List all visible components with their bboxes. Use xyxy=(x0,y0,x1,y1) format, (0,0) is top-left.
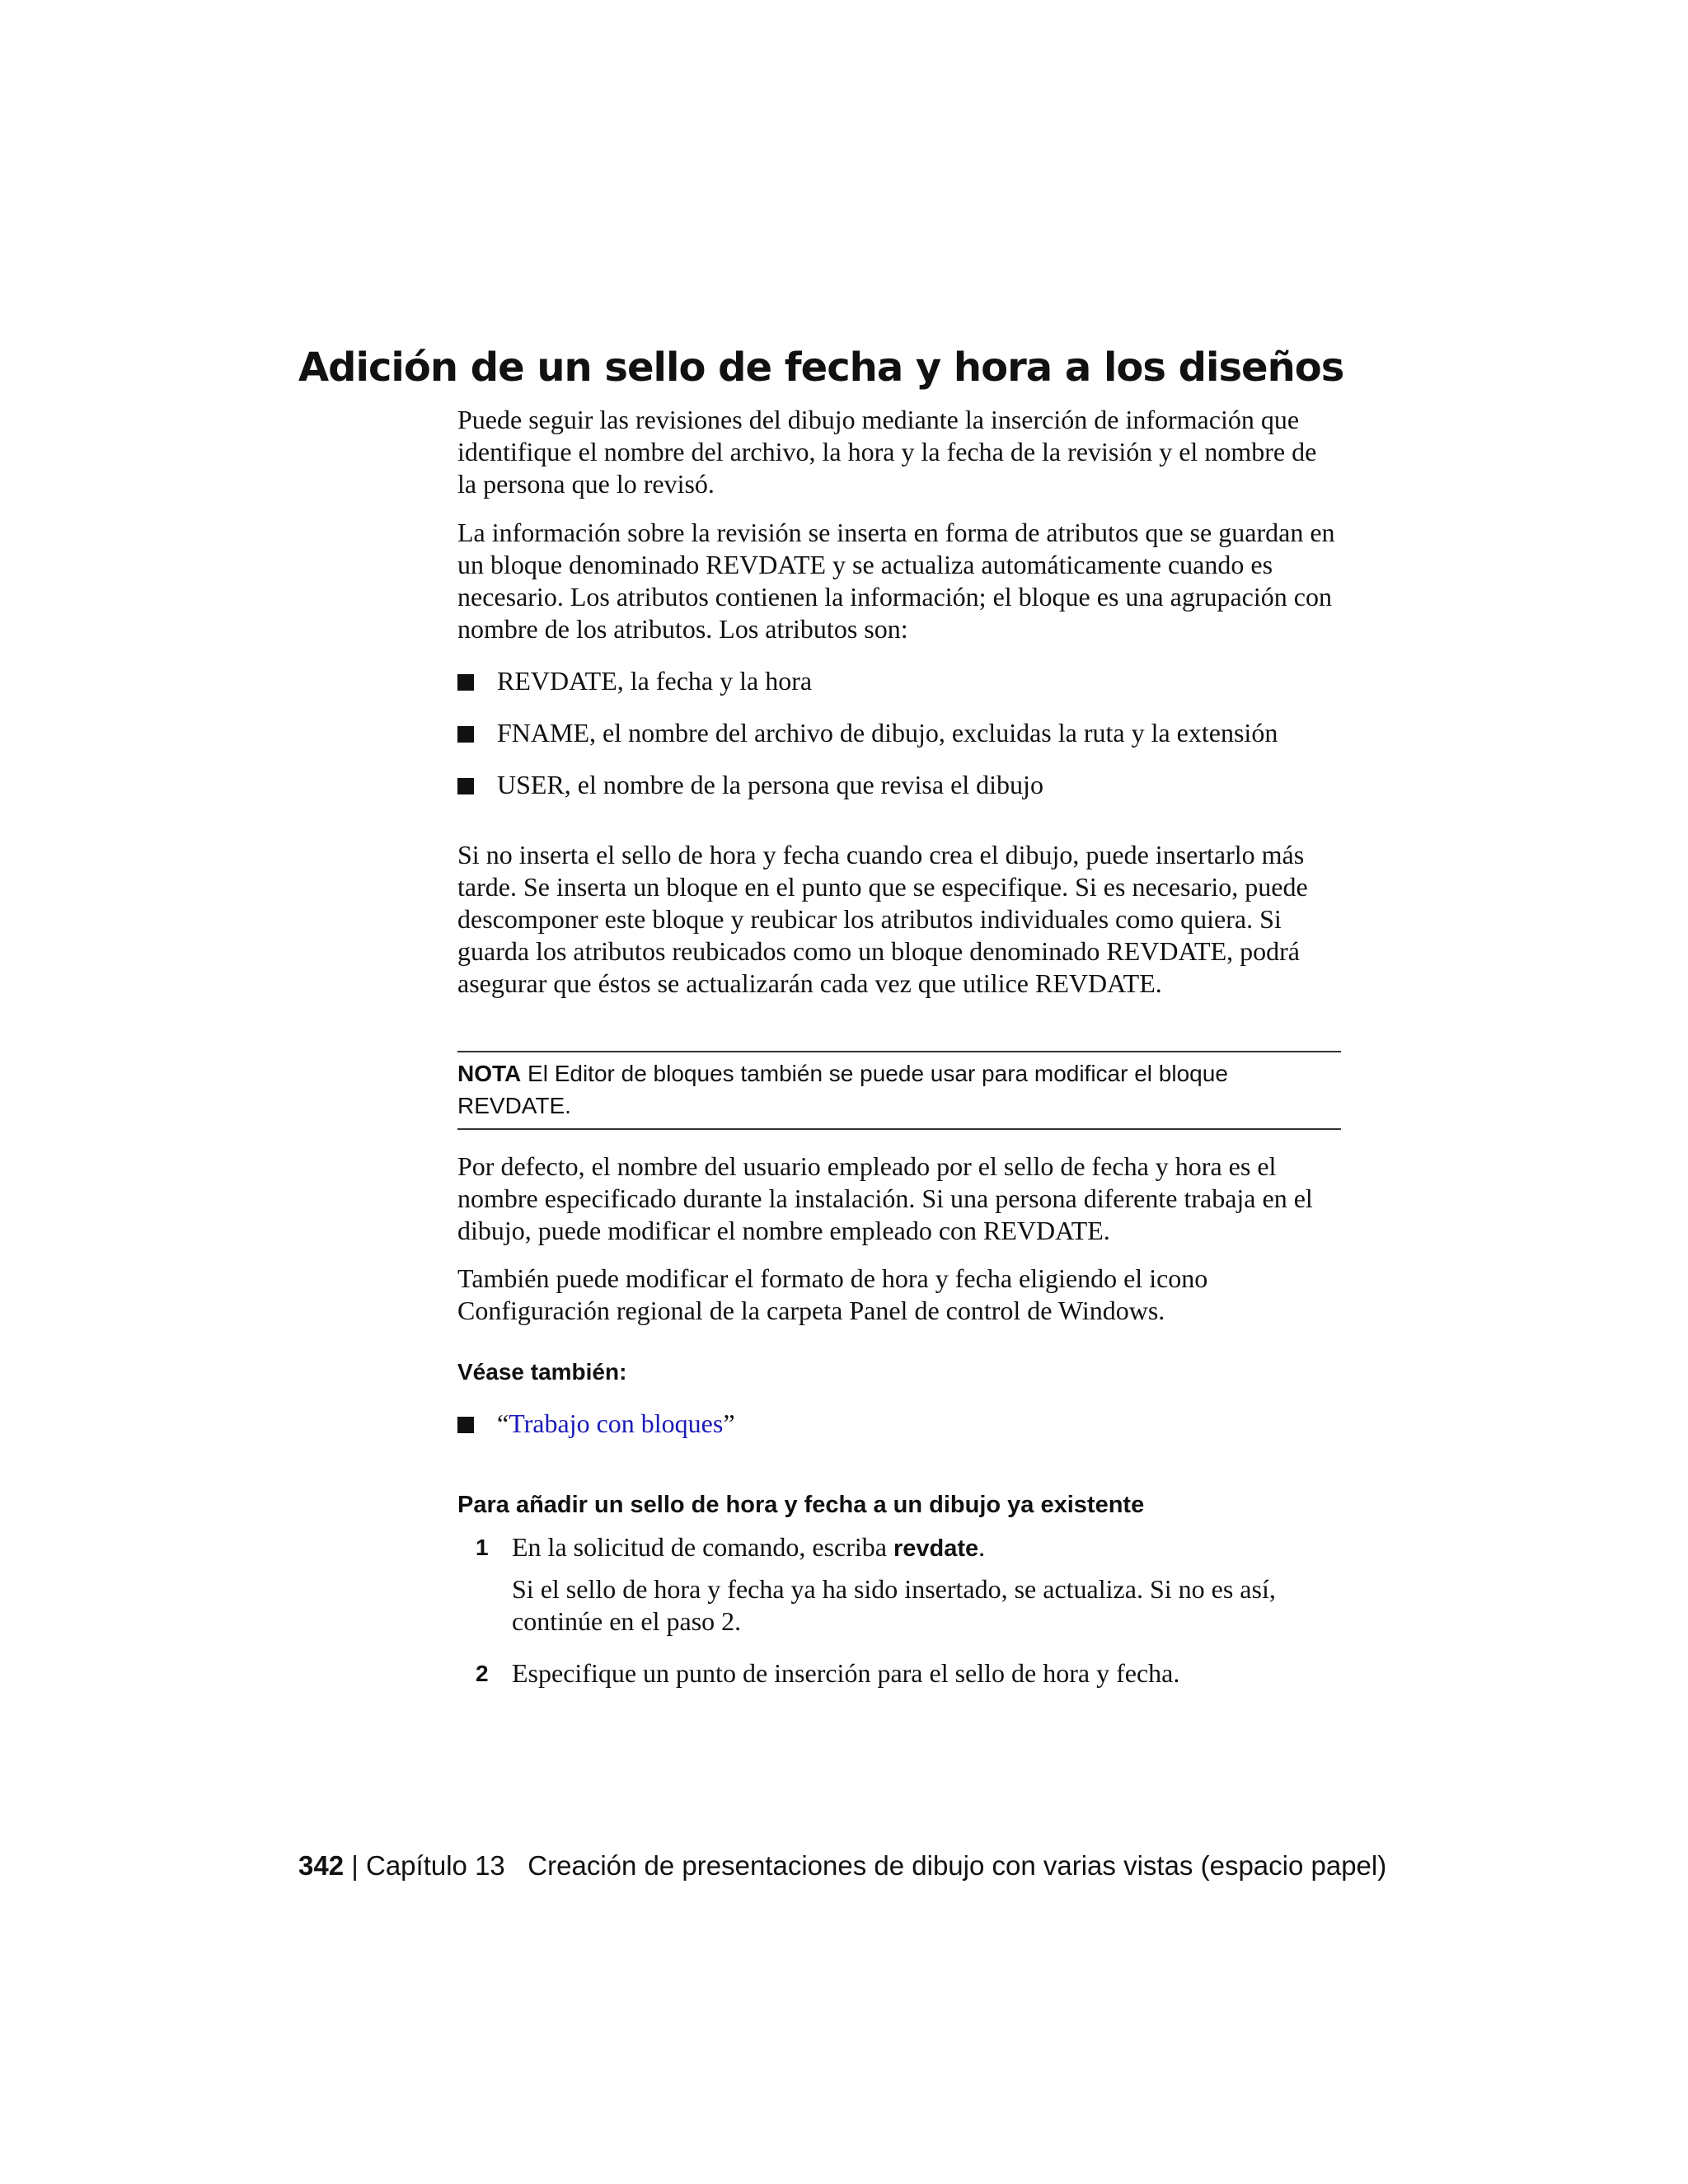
page-footer xyxy=(298,1850,1386,1882)
step-item xyxy=(457,1657,1341,1690)
step-end: . xyxy=(978,1532,986,1562)
format-paragraph: También puede modificar el formato de hora y fecha eligiendo el icono Configuración regional de la carpeta Panel de control de Windows. xyxy=(457,1263,1208,1325)
step-number: 1 xyxy=(476,1535,489,1560)
note-text: El Editor de bloques también se puede usar para modificar el bloque REVDATE. xyxy=(457,1061,1228,1118)
list-item-text: USER, el nombre de la persona que revisa el dibujo xyxy=(497,770,1043,799)
square-bullet-icon xyxy=(457,778,474,794)
list-item xyxy=(457,665,1341,697)
square-bullet-icon xyxy=(457,1417,474,1433)
trabajo-con-bloques-link[interactable]: Trabajo con bloques xyxy=(509,1408,724,1438)
list-item xyxy=(457,1408,1341,1440)
step-item xyxy=(457,1531,1341,1638)
chapter-label: Capítulo 13 xyxy=(365,1850,505,1881)
attribute-list xyxy=(457,665,1341,801)
square-bullet-icon xyxy=(457,674,474,691)
list-item xyxy=(457,769,1341,801)
page-title: Adición de un sello de fecha y hora a los diseños xyxy=(298,344,1344,391)
square-bullet-icon xyxy=(457,726,474,743)
see-also-label: Véase también: xyxy=(457,1359,627,1385)
step-text: En la solicitud de comando, escriba xyxy=(512,1532,893,1562)
footer-separator: | xyxy=(344,1850,366,1881)
revision-info-paragraph: La información sobre la revisión se inserta en forma de atributos que se guardan en un bloque denominado REVDATE y se actualiza automáticamente cuando es necesario. Los atributos contienen la información; el bloque es una agrupación con nombre de los atributos. Los atributos son: xyxy=(457,518,1335,644)
procedure-steps xyxy=(457,1531,1341,1690)
chapter-title: Creación de presentaciones de dibujo con varias vistas (espacio papel) xyxy=(528,1850,1387,1881)
insert-later-paragraph: Si no inserta el sello de hora y fecha cuando crea el dibujo, puede insertarlo más tarde. Se inserta un bloque en el punto que se especifique. Si es necesario, puede descomponer este bloque y reubicar los atributos individuales como quiera. Si guarda los atributos reubicados como un bloque denominado REVDATE, podrá asegurar que éstos se actualizarán cada vez que utilice REVDATE. xyxy=(457,840,1308,998)
step-subtext: Si el sello de hora y fecha ya ha sido insertado, se actualiza. Si no es así, continúe en el paso 2. xyxy=(512,1574,1276,1636)
intro-paragraph: Puede seguir las revisiones del dibujo mediante la inserción de información que identifique el nombre del archivo, la hora y la fecha de la revisión y el nombre de la persona que lo revisó. xyxy=(457,405,1317,499)
list-item xyxy=(457,717,1341,749)
see-also-list xyxy=(457,1408,1341,1440)
step-text: Especifique un punto de inserción para el sello de hora y fecha. xyxy=(512,1658,1180,1688)
page-number: 342 xyxy=(298,1850,345,1881)
list-item-text: REVDATE, la fecha y la hora xyxy=(497,666,813,696)
command-text: revdate xyxy=(893,1535,979,1562)
list-item-text: FNAME, el nombre del archivo de dibujo, excluidas la ruta y la extensión xyxy=(497,718,1278,748)
procedure-title: Para añadir un sello de hora y fecha a un dibujo ya existente xyxy=(457,1492,1145,1518)
open-quote: “ xyxy=(497,1408,509,1438)
default-user-paragraph: Por defecto, el nombre del usuario empleado por el sello de fecha y hora es el nombre especificado durante la instalación. Si una persona diferente trabaja en el dibujo, puede modificar el nombre empleado con REVDATE. xyxy=(457,1151,1313,1245)
step-number: 2 xyxy=(476,1661,489,1686)
note-box xyxy=(457,1051,1341,1130)
close-quote: ” xyxy=(723,1408,735,1438)
note-label: NOTA xyxy=(457,1061,522,1086)
